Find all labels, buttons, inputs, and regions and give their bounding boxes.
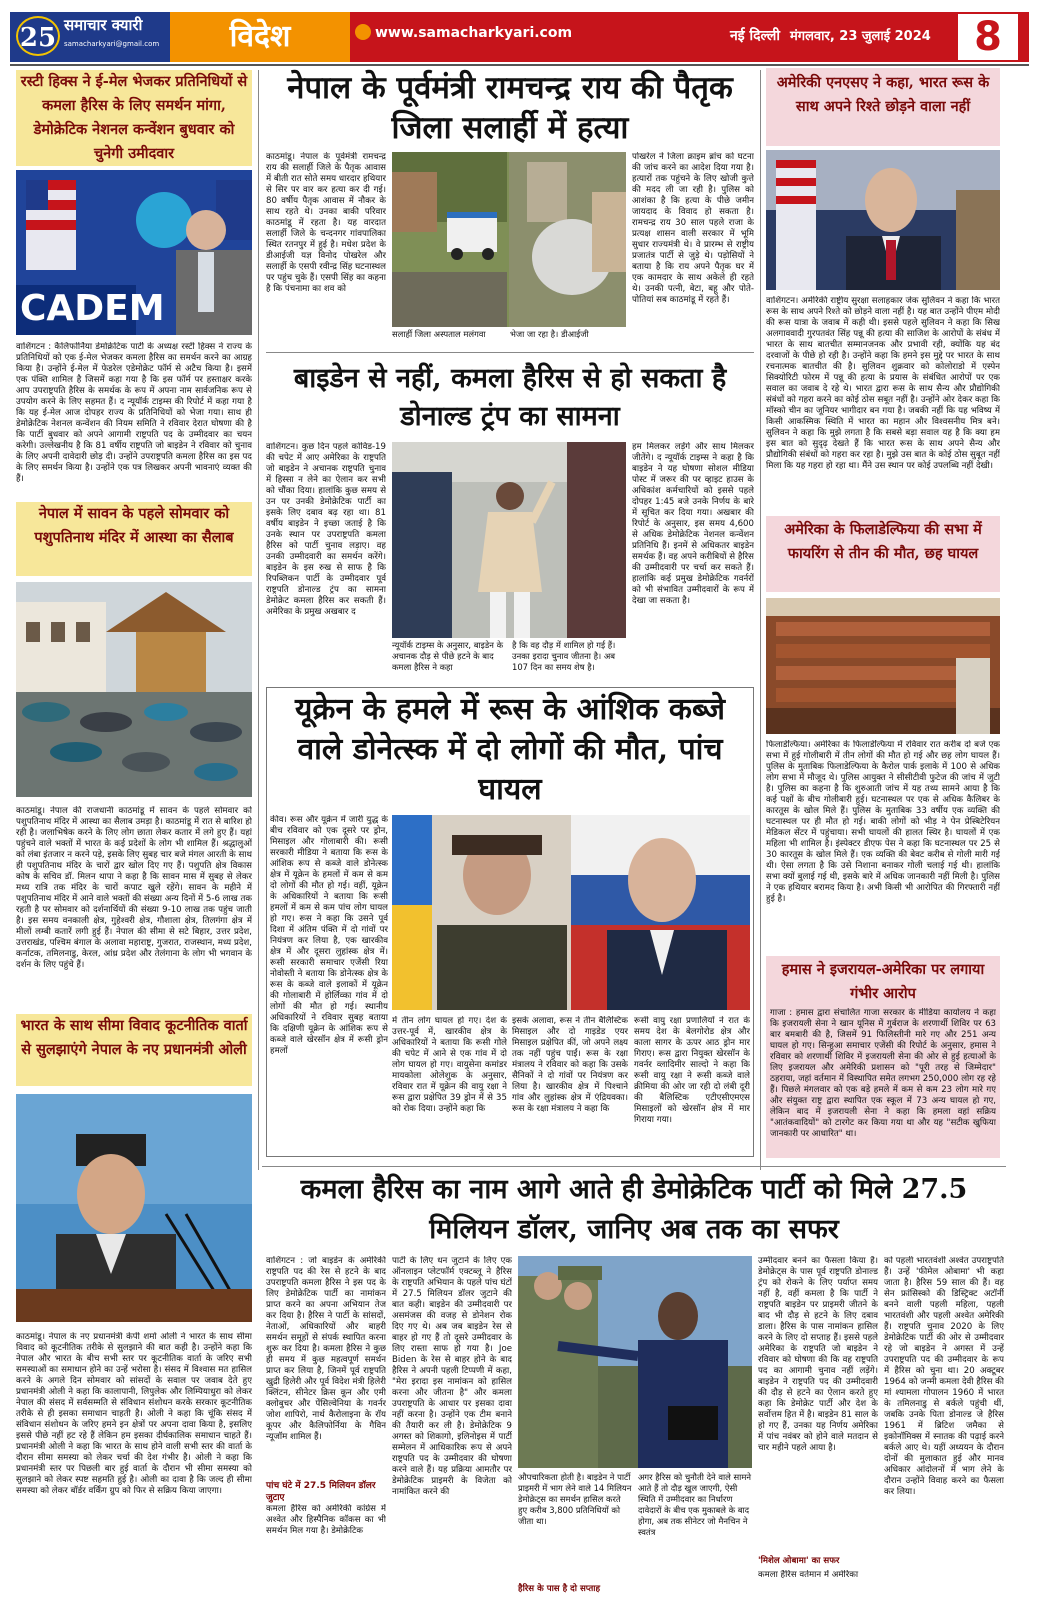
headline-biden: बाइडेन से नहीं, कमला हैरिस से हो सकता है डोनाल्ड ट्रंप का सामना (293, 363, 727, 432)
masthead-rule (10, 64, 1029, 66)
photo-pashupatinath (16, 582, 252, 797)
photo-philadelphia (766, 598, 1000, 734)
story-rule (266, 352, 754, 353)
body-ramchandra-rai-col1: काठमांडू। नेपाल के पूर्वमंत्री रामचन्द्र राय की सलार्ही जिले के पैतृक आवास में बीती रात सोते समय धारदार हथियार से सिर पर वार कर हत्या कर दी गई। 80 वर्षीय पैतृक आवास में नौकर के साथ रहते थे। उनका बाकी परिवार काठमांडू में रहता है। यह वारदात सलार्ही जिले के चन्दनगर गांवपालिका स्थित रतनपुर में हुई है। मधेश प्रदेश के डीआईजी यज्ञ विनोद पोखरेल और सलार्ही के एसपी रवीन्द्र सिंह घटनास्थल पर पहुंच चुके हैं। एसपी सिंह का कहना है कि पंचनामा का शव को (266, 152, 386, 294)
caption-ramchandra-1: सलार्ही जिला अस्पताल मलंगवा (392, 329, 486, 339)
body-kamala-col3: उम्मीदवार बनने का फैसला किया है। डेमोक्रेट्स के पास पूर्व राष्ट्रपति डोनाल्ड ट्रंप को रोकने के लिए पर्याप्त समय नहीं है, वहीं कमला है कि पार्टी ने राष्ट्रपति बाइडेन पर प्राइमरी जीतने के बाद भी दौड़ से हटने के लिए दबाव डाला। हैरिस के पास नामांकन हासिल करने के लिए दो सप्ताह हैं। इससे पहले अमेरिका के राष्ट्रपति जो बाइडेन ने रविवार को घोषणा की कि वह राष्ट्रपति पद का आगामी चुनाव नहीं लड़ेंगे। बाइडेन ने राष्ट्रपति पद की उम्मीदवारी की दौड़ से हटने का ऐलान करते हुए कहा कि डेमोक्रेट पार्टी और देश के सर्वोत्तम हित में है। बाइडेन 81 साल के हो गए हैं, उनका यह निर्णय अमेरिका में पांच नवंबर को होने वाले मतदान से चार महीने पहले आया है। (758, 1256, 878, 1453)
body-hamas: गाजा : हमास द्वारा संचालित गाजा सरकार के मीडिया कार्यालय ने कहा कि इजरायली सेना ने खान यूनिस में गुर्बराज के शरणार्थी शिविर पर 63 बार बमबारी की है, जिसमें 91 फिलिस्तीनी मारे गए और 251 अन्य घायल हो गए। सिन्हुआ समाचार एजेंसी की रिपोर्ट के अनुसार, हमास ने रविवार को शरणार्थी शिविर में इजरायली सेना की ओर से हुई हत्याओं के लिए इजरायल और अमेरिकी प्रशासन को "पूरी तरह से जिम्मेदार" ठहराया, जहां वर्तमान में विस्थापित समेत लगभग 250,000 लोग रह रहे हैं। पिछले मंगलवार को एक बड़े हमले में कम से कम 23 लोग मारे गए और संयुक्त राष्ट्र द्वारा स्थापित एक स्कूल में 73 अन्य घायल हो गए, लेकिन बाद में इजरायली सेना ने कहा कि हमला वहां सक्रिय "आतंकवादियों" को टारगेट कर किया गया था और यह "सटीक खुफिया जानकारी पर आधारित" था। (770, 1008, 996, 1139)
photo-ramchandra-rai-scene (392, 152, 626, 327)
body-kamala-col1b: कमला हैरिस को अमेरिकी कांग्रेस में अश्वेत और हिस्पैनिक कॉकस का भी समर्थन मिल गया है। डेमोक्रेटिक (266, 1504, 386, 1536)
caption-biden-2: है कि वह दौड़ में शामिल हो गई हैं। उनका इरादा चुनाव जीतना है। अब 107 दिन का समय शेष है। (512, 640, 616, 672)
body-ukraine-col2: में तीन लोग घायल हो गए। देश के उत्तर-पूर्व में, खारकीव क्षेत्र के अधिकारियों ने बताया कि रूसी गोले की चपेट में आने से एक गांव में दो लोग घायल हो गए। वायुसेना कमांडर मायकोला ओलेशुक के अनुसार, रविवार रात में यूक्रेन की वायु रक्षा ने रूस द्वारा प्रक्षेपित 39 ड्रोन में से 35 को रोक दिया। उन्होंने कहा कि (392, 1016, 507, 1114)
column-rule (258, 70, 259, 1170)
photo-kamala-harris-drawing (392, 442, 626, 638)
photo-kamala-harris (392, 442, 626, 638)
photo-oli (16, 1094, 252, 1322)
anniversary-badge: 25 (16, 16, 60, 56)
subhead-two-weeks: हैरिस के पास है दो सप्ताह (518, 1584, 601, 1594)
podium-cadem: CADEM (20, 288, 165, 329)
body-kamala-col3b: कमला हैरिस वर्तमान में अमेरिका (758, 1570, 859, 1580)
body-sawan: काठमांडू। नेपाल की राजधानी काठमांडू में सावन के पहले सोमवार को पशुपतिनाथ मंदिर में आस्था का सैलाब उमड़ा है। काठमांडू में रात से बारिश हो रही है। जलाभिषेक करने के लिए लोग छाता लेकर कतार में लगे हुए हैं। यहां पहुंचने वाले भक्तों में भारत के कई प्रदेशों के लोग भी शामिल हैं। श्रद्धालुओं को लंबा इंतजार न करने पड़े, इसके लिए सुबह चार बजे मंगल आरती के साथ ही पशुपतिनाथ मंदिर के चारों द्वार खोल दिए गए हैं। पशुपति क्षेत्र विकास कोष के सचिव डॉ. मिलन थापा ने कहा है कि सावन मास में सुबह से लेकर मध्य रात्रि तक मंदिर के चारों कपाट खुले रहेंगे। सावन के महीने में पशुपतिनाथ मंदिर में आने वाले भक्तों की संख्या अन्य दिनों में 5-6 लाख तक रहती है पर सोमवार को दर्शनार्थियों की संख्या 9-10 लाख तक पहुंच जाती है। इस समय वनकाली क्षेत्र, गुहेश्वरी क्षेत्र, गौशाला क्षेत्र, तिलगंगा क्षेत्र में मीलों लम्बी कतारें लगी हुई हैं। नेपाल की सीमा से सटे बिहार, उत्तर प्रदेश, उत्तराखंड, पश्चिम बंगाल के अलावा महाराष्ट्र, गुजरात, राजस्थान, मध्य प्रदेश, कर्नाटक, तमिलनाडु, केरल, आंध्र प्रदेश और तेलंगाना के लोग भी भगवान के दर्शन के लिए पहुंचे हैं। (16, 806, 252, 970)
photo-oli-drawing (16, 1094, 252, 1322)
photo-philadelphia-drawing (766, 598, 1000, 734)
body-ukraine-col4: रूसी वायु रक्षा प्रणालियों ने रात के समय देश के बेलगोरोड क्षेत्र और काला सागर के ऊपर आठ ड्रोन मार गिराए। रूस द्वारा नियुक्त खेरसॉन के गवर्नर व्लादिमीर साल्दो ने कहा कि रूसी वायु रक्षा ने रूसी कब्जे वाले क्रीमिया की ओर जा रही दो लंबी दूरी की बैलिस्टिक एटीएसीएमएस मिसाइलों को खेरसॉन क्षेत्र में मार गिराया गया। (634, 1016, 750, 1125)
body-biden-col1: वाशिंगटन। कुछ दिन पहले कोविड-19 की चपेट में आए अमेरिका के राष्ट्रपति जो बाइडेन ने अचानक राष्ट्रपति चुनाव में हिस्सा न लेने का ऐलान कर सभी को चौंका दिया। हालांकि कुछ समय से उन पर उनकी डेमोक्रेटिक पार्टी का इसके लिए दबाव बढ़ रहा था। 81 वर्षीय बाइडेन ने इच्छा जताई है कि उनके स्थान पर उपराष्ट्रपति कमला हैरिस को पार्टी चुनाव लड़ाए। वह उनकी उम्मीदवारी का समर्थन करेंगे। बाइडेन के इस रुख से साफ है कि रिपब्लिकन पार्टी के उम्मीदवार पूर्व राष्ट्रपति डोनाल्ड ट्रंप का सामना डेमोक्रेट कमला हैरिस कर सकती हैं। अमेरिका के प्रमुख अखबार द (266, 442, 386, 617)
photo-zelensky-putin (392, 815, 750, 1010)
body-kamala-col1: वाशिंगटन : जो बाइडेन के अमेरिकी राष्ट्रपति पद की रेस से हटने के बाद उपराष्ट्रपति कमला हैरिस ने इस पद के लिए डेमोक्रेटिक पार्टी का नामांकन प्राप्त करने का अपना अभियान तेज कर दिया है। हैरिस ने पार्टी के सांसदों, नेताओं, अधिकारियों और बाहरी समर्थन समूहों से संपर्क स्थापित करना शुरू कर दिया है। कमला हैरिस ने कुछ ही समय में कुछ महत्वपूर्ण समर्थन प्राप्त कर लिया है, जिनमें पूर्व राष्ट्रपति खुद्री हिलेरी और पूर्व विदेश मंत्री हिलेरी क्लिंटन, सीनेटर क्रिस कून और एमी क्लोबुचर और पेंसिल्वेनिया के गवर्नर जोश शापिरो, नार्थ कैरोलाइना के रॉय कूपर और कैलिफोर्निया के गैविन न्यूजॉम शामिल हैं। (266, 1256, 386, 1442)
photo-kamala-military-drawing (518, 1256, 752, 1468)
story-rule (262, 1166, 1006, 1167)
photo-zelensky-putin-drawing (392, 815, 750, 1010)
photo-rusty-hicks (16, 170, 252, 335)
issue-date: मंगलवार, 23 जुलाई 2024 (790, 29, 931, 44)
body-ukraine-col3: इसके अलावा, रूस ने तीन बैलिस्टिक मिसाइल और दो गाइडेड एयर मिसाइल प्रक्षेपित कीं, जो अपने लक्ष्य तक नहीं पहुंच पाईं। रूस के रक्षा मंत्रालय ने रविवार को कहा कि उसके सैनिकों ने दो गांवों पर नियंत्रण कर लिया है। खारकीव क्षेत्र में पिश्चाने गांव और लुहांस्क क्षेत्र में एंद्रियवका। रूस के रक्षा मंत्रालय ने कहा कि (512, 1016, 628, 1114)
caption-ramchandra-2: भेजा जा रहा है। डीआईजी (510, 329, 589, 339)
brand-email: samacharkyari@gmail.com (64, 40, 160, 48)
headline-oli: भारत के साथ सीमा विवाद कूटनीतिक वार्ता से सुलझाएंगे नेपाल के नए प्रधानमंत्री ओली (16, 1014, 252, 1086)
body-ramchandra-rai-col2: पोखरेल ने जिला क्राइम ब्रांच को घटना की जांच करने का आदेश दिया गया है। हत्यारों तक पहुंचने के लिए खोजी कुत्ते की मदद ली जा रही है। पुलिस को आशंका है कि हत्या के पीछे जमीन जायदाद के विवाद हो सकता है। रामचन्द्र राय 30 साल पहले राजा के प्रत्यक्ष शासन वाली सरकार में भूमि सुधार राज्यमंत्री थे। वे प्रारम्भ से राष्ट्रीय प्रजातंत्र पार्टी से जुड़े थे। पड़ोसियों ने बताया है कि राय अपने पैतृक घर में एक कामदार के साथ अकेले ही रहते थे। उनकी पत्नी, बेटा, बहू और पोते-पोतियां सब काठमांडू में रहते हैं। (632, 152, 754, 305)
column-rule (760, 70, 761, 1170)
website (355, 24, 605, 41)
body-biden-col2: हम मिलकर लड़ेंगे और साथ मिलकर जीतेंगे। द न्यूयॉर्क टाइम्स ने कहा है कि बाइडेन ने यह घोषणा सोशल मीडिया पोस्ट में जरूर की पर व्हाइट हाउस के अधिकांश कर्मचारियों को इससे पहले दोपहर 1:45 बजे उनके निर्णय के बारे में सूचित कर दिया गया। अखबार की रिपोर्ट के अनुसार, इस समय 4,600 से अधिक डेमोक्रेटिक नेशनल कन्वेंशन प्रतिनिधि हैं। इनमें से अधिकतर बाइडेन समर्थक हैं। वह अपने करीबियों से हैरिस की उम्मीदवारी पर चर्चा कर सकते हैं। हालांकि कई प्रमुख डेमोक्रेटिक गवर्नरों को भी संभावित उम्मीदवारों के रूप में देखा जा सकता है। (632, 442, 754, 606)
photo-jake-sullivan (766, 150, 1000, 290)
caption-kamala-2: अगर हैरिस को चुनौती देने वाले सामने आते हैं तो दौड़ खुल जाएगी, ऐसी स्थिति में उम्मीदवार का निर्धारण दावेदारों के बीच एक मुकाबले के बाद होगा, अब तक सीनेटर जो मैनचिन ने स्वतंत्र (638, 1472, 751, 1537)
body-kamala-col2: पार्टी के लिए धन जुटाने के लिए एक ऑनलाइन प्लेटफॉर्म एक्टब्लू ने हैरिस के राष्ट्रपति अभियान के पहले पांच घंटों में 27.5 मिलियन डॉलर जुटाने की बात कही। बाइडेन की उम्मीदवारी पर असमंजस की वजह से डोनेशन रोक दिए गए थे। अब जब बाइडेन रेस से बाहर हो गए हैं तो दूसरे उम्मीदवार के लिए रास्ता साफ हो गया है। Joe Biden के रेस से बाहर होने के बाद हैरिस ने अपनी पहली टिप्पणी में कहा, "मेरा इरादा इस नामांकन को हासिल करना और जीतना है" और कमला उपराष्ट्रपति के आधार पर इसका दावा नहीं करना है। उन्होंने एक टीम बनाने की तैयारी कर ली है। डेमोक्रेटिक 9 अगस्त को शिकागो, इलिनोइस में पार्टी सम्मेलन में आधिकारिक रूप से अपने राष्ट्रपति पद के उम्मीदवार की घोषणा करने वाले हैं। यह प्रक्रिया आमतौर पर डेमोक्रेटिक प्राइमरी के विजेता को नामांकित करने की (392, 1256, 512, 1497)
body-oli: काठमांडू। नेपाल के नए प्रधानमंत्री केपी शर्मा ओली ने भारत के साथ सीमा विवाद को कूटनीतिक तरीके से सुलझाने की बात कही है। उन्होंने कहा कि नेपाल और भारत के बीच सभी स्तर पर कूटनीतिक वार्ता के जरिए सभी समस्याओं का समाधान होने का उन्हें भरोसा है। संसद में विश्वास मत हासिल करने के अगले दिन सोमवार को सांसदों के सवाल पर जवाब देते हुए प्रधानमंत्री ओली ने कहा कि कालापानी, लिपुलेक और लिम्पियाधुरा को लेकर नेपाल की संसद में सर्वसम्मति से संविधान संशोधन करके सरकार कूटनीतिक तरीके से ही इसका समाधान चाहती है। ओली ने कहा कि चूंकि संसद में संविधान संशोधन के जरिए हमने इन क्षेत्रों पर अपना दावा किया है, इसलिए इससे पीछे नहीं हट रहे हैं लेकिन हम इसका दीर्घकालिक समाधान चाहते हैं। प्रधानमंत्री ओली ने कहा कि भारत के साथ होने वाली सभी स्तर की वार्ता के दौरान सीमा समस्या को लेकर चर्चा की देश गंभीर है। ओली ने कहा कि प्रधानमंत्री स्तर पर पिछली बार हुई वार्ता के दौरान भी सीमा समस्या को सुलझाने को लेकर स्पष्ट सहमति हुई है। ओली का दावा है कि जल्द ही सीमा समस्या को लेकर बॉर्डर वर्किंग ग्रुप को फिर से सक्रिय किया जाएगा। (16, 1332, 252, 1496)
website-text: www.samacharkyari.com (375, 25, 573, 41)
globe-icon (355, 24, 371, 40)
photo-jake-sullivan-drawing (766, 150, 1000, 290)
headline-ramchandra-rai: नेपाल के पूर्वमंत्री रामचन्द्र राय की पैतृक जिला सलार्ही में हत्या (287, 70, 733, 146)
headline-nsa: अमेरिकी एनएसए ने कहा, भारत रूस के साथ अपने रिश्ते छोड़ने वाला नहीं (766, 68, 1000, 146)
photo-kamala-military (518, 1256, 752, 1468)
caption-kamala-1: औपचारिकता होती है। बाइडेन ने पार्टी प्राइमरी में भाग लेने वाले 14 मिलियन डेमोक्रेट्स का समर्थन हासिल करते हुए करीब 3,800 प्रतिनिधियों को जीता था। (518, 1472, 632, 1526)
headline-hamas: हमास ने इजरायल-अमेरिका पर लगाया गंभीर आरोप (781, 961, 985, 1002)
brand-name: समाचार क्यारी (64, 16, 143, 34)
subhead-michelle-obama: 'मिशेल ओबामा' का सफर (758, 1556, 840, 1566)
headline-sawan: नेपाल में सावन के पहले सोमवार को पशुपतिनाथ मंदिर में आस्था का सैलाब (16, 502, 252, 576)
body-ukraine-col1: कीव। रूस और यूक्रेन में जारी युद्ध के बीच रविवार को एक दूसरे पर ड्रोन, मिसाइल और गोलाबारी की। रूसी सरकारी मीडिया ने बताया कि रूस के आंशिक रूप से कब्जे वाले डोनेत्स्क क्षेत्र में यूक्रेन के हमलों में कम से कम दो लोगों की मौत हो गई। वहीं, यूक्रेन के अधिकारियों ने बताया कि रूसी हमलों में कम से कम पांच लोग घायल हो गए। रूस ने कहा कि उसने पूर्व दिशा में अंतिम पंक्ति में दो गांवों पर नियंत्रण कर लिया है, एक खारकीव क्षेत्र में और दूसरा लुहांस्क क्षेत्र में। रूसी सरकारी समाचार एजेंसी रिया नोवोस्ती ने बताया कि डोनेत्स्क क्षेत्र के रूस के कब्जे वाले इलाकों में यूक्रेन की गोलाबारी में होर्लिव्का गांव में दो लोगों की मौत हो गई। स्थानीय अधिकारियों ने रविवार सुबह बताया कि दक्षिणी यूक्रेन के आंशिक रूप से कब्जे वाले खेरसॉन क्षेत्र में रूसी ड्रोन हमलों (270, 815, 388, 1056)
subhead-27-million: पांच घंटे में 27.5 मिलियन डॉलर जुटाए (266, 1481, 376, 1503)
body-rusty-hicks: वाशिंगटन : कैलिफोर्निया डेमोक्रेटिक पार्टी के अध्यक्ष रस्टी हिक्स ने राज्य के प्रतिनिधियों को एक ई-मेल भेजकर कमला हैरिस का समर्थन करने का आग्रह किया है। उन्होंने ई-मेल में फेडरेल एडेमोक्रेट फॉर्म से अटैच किया है। इसमें एक पंक्ति शामिल है जिसमें कहा गया है कि इस फॉर्म पर हस्ताक्षर करके आप उपराष्ट्रपति हैरिस के समर्थक के रूप में अपना नाम सार्वजनिक रूप से उपयोग करने के लिए सहमत हैं। द न्यूयॉर्क टाइम्स की रिपोर्ट में कहा गया है कि यह ई-मेल आज दोपहर राज्य के प्रतिनिधियों को भेजा गया। साथ ही डेमोक्रेटिक नेशनल कन्वेंशन की नियम समिति ने रविवार देरात घोषणा की है कि पार्टी बुधवार को अपने आगामी राष्ट्रपति पद के उम्मीदवार का चयन करेगी। उल्लेखनीय है कि 81 वर्षीय राष्ट्रपति जो बाइडेन ने रविवार को चुनाव के लिए अपनी दावेदारी छोड़ दी। उन्होंने उपराष्ट्रपति कमला हैरिस का इस पद के लिए समर्थन किया है। उन्होंने एक पत्र लिखकर अपनी भावनाएं व्यक्त की हैं। (16, 342, 252, 484)
photo-pashupatinath-drawing (16, 582, 252, 797)
city: नई दिल्ली (729, 28, 780, 44)
caption-biden-1: न्यूयॉर्क टाइम्स के अनुसार, बाइडेन के अचानक दौड़ से पीछे हटने के बाद कमला हैरिस ने कहा (392, 640, 504, 672)
headline-ukraine: यूक्रेन के हमले में रूस के आंशिक कब्जे वाले डोनेत्स्क में दो लोगों की मौत, पांच घायल (295, 692, 725, 807)
photo-ramchandra-rai-drawing (392, 152, 626, 327)
section-name: विदेश (170, 12, 350, 62)
body-nsa: वाशिंगटन। अमेरिकी राष्ट्रीय सुरक्षा सलाहकार जेक सुलिवन ने कहा कि भारत रूस के साथ अपने रिश्ते को छोड़ने वाला नहीं है। यह बात उन्होंने पीएम मोदी की रूस यात्रा के जवाब में कही थी। इससे पहले सुलिवन ने कहा कि सिख अलगाववादी गुरपतवंत सिंह पन्नू की हत्या की साजिश के आरोपों के संबंध में भारत के साथ बातचीत सम्मानजनक और प्रभावी रही, क्योंकि यह बंद दरवाजों के पीछे हो रही है। उन्होंने कहा कि हमने इस मुद्दे पर भारत के साथ रचनात्मक बातचीत की है। सुलिवन शुक्रवार को कोलोराडो में एस्पेन सिक्योरिटी फोरम में पन्नू की हत्या के प्रयास के संबंधित आरोपों पर एक सवाल का जवाब दे रहे थे। भारत द्वारा रूस के साथ सैन्य और प्रौद्योगिकी संबंधों को गहरा करने का कोई ठोस सबूत नहीं है। उन्होंने ओर देकर कहा कि मॉस्को चीन का जूनियर भागीदार बन गया है। जबकी नहीं कि यह भविष्य में किसी आकस्मिक स्थिति में भारत का महान और विश्वसनीय मित्र बने। सुलिवन ने कहा कि मुझे लगता है कि सबसे बड़ा सवाल यह है कि क्या हम इस बात को सुदृढ़ देखते हैं कि भारत रूस के साथ अपने सैन्य और प्रौद्योगिकी संबंधों को गहरा कर रहा है। मुझे उस बात के कोई ठोस सुबूत नहीं मिला कि यह गहरा हो रहा था। मैंने उस स्थान पर कोई उपलब्धि नहीं देखी। (766, 296, 1000, 471)
headline-kamala-funds: कमला हैरिस का नाम आगे आते ही डेमोक्रेटिक पार्टी को मिले 27.5 मिलियन डॉलर, जानिए अब तक का सफर (300, 1174, 968, 1245)
headline-rusty-hicks: रस्टी हिक्स ने ई-मेल भेजकर प्रतिनिधियों से कमला हैरिस के लिए समर्थन मांगा, डेमोक्रेटिक नेशनल कन्वेंशन बुधवार को चुनेगी उमीदवार (16, 70, 252, 166)
body-kamala-col4: को पहली भारतवंशी अश्वेत उपराष्ट्रपति हैं। उन्हें 'फीमेल ओबामा' भी कहा जाता है। हैरिस 59 साल की हैं। वह सेन फ्रांसिस्को की डिस्ट्रिक्ट अटॉर्नी बनने वाली पहली महिला, पहली भारतवंशी और पहली अश्वेत अमेरिकी हैं। राष्ट्रपति चुनाव 2020 के लिए डेमोक्रेटिक पार्टी की ओर से उम्मीदवार रहे जो बाइडेन ने अगस्त में उन्हें उपराष्ट्रपति पद की उम्मीदवार के रूप में हैरिस को चुना था। 20 अक्टूबर 1964 को जन्मी कमला देवी हैरिस की मां श्यामला गोपालन 1960 में भारत के तमिलनाडु से बर्कले पहुंची थीं, जबकि उनके पिता डोनाल्ड जे हैरिस 1961 में ब्रिटिश जमैका से इकोनॉमिक्स में स्नातक की पढ़ाई करने बर्कले आए थे। यहीं अध्ययन के दौरान दोनों की मुलाकात हुई और मानव अधिकार आंदोलनों में भाग लेने के दौरान उन्होंने विवाह करने का फैसला कर लिया। (884, 1256, 1004, 1497)
body-philadelphia: फिलाडेल्फिया। अमेरिका के फिलाडेल्फिया में रविवार रात करीब दो बजे एक सभा में हुई गोलीबारी में तीन लोगों की मौत हो गई और छह लोग घायल हैं। पुलिस के मुताबिक फिलाडेल्फिया के कैरोल पार्क इलाके में 100 से अधिक लोग सभा में मौजूद थे। पुलिस आयुक्त ने सीसीटीवी फुटेज की जांच में जुटी है। पुलिस का कहना है कि शुरुआती जांच में यह तथ्य सामने आया है कि कई पक्षों के बीच गोलीबारी हुई। घटनास्थल पर एक से अधिक कैलिबर के कारतूस के खोल मिले हैं। पुलिस के मुताबिक 33 वर्षीय एक व्यक्ति की घटनास्थल पर ही मौत हो गई। बाकी लोगों को भीड़ ने पेन प्रेस्बिटेरियन मेडिकल सेंटर में पहुंचाया। सभी घायलों की हालत स्थिर है। घायलों में एक महिला भी शामिल है। इंस्पेक्टर डीएफ पेस ने कहा कि घटनास्थल पर 25 से 30 कारतूस के खोल मिले हैं। एक व्यक्ति की बेवट करीब से गोली मारी गई थी। ऐसा लगता है कि उसे निशाना बनाकर गोली चलाई गई थी। हालांकि सभा क्यों बुलाई गई थी, इसके बारे में अधिक जानकारी नहीं मिली है। पुलिस ने एक हथियार बरामद किया है। अभी किसी भी आरोपित की गिरफ्तारी नहीं हुई है। (766, 740, 1000, 904)
page-number: 8 (958, 14, 1018, 60)
headline-philadelphia: अमेरिका के फिलाडेल्फिया की सभा में फायरिंग से तीन की मौत, छह घायल (766, 516, 1000, 592)
